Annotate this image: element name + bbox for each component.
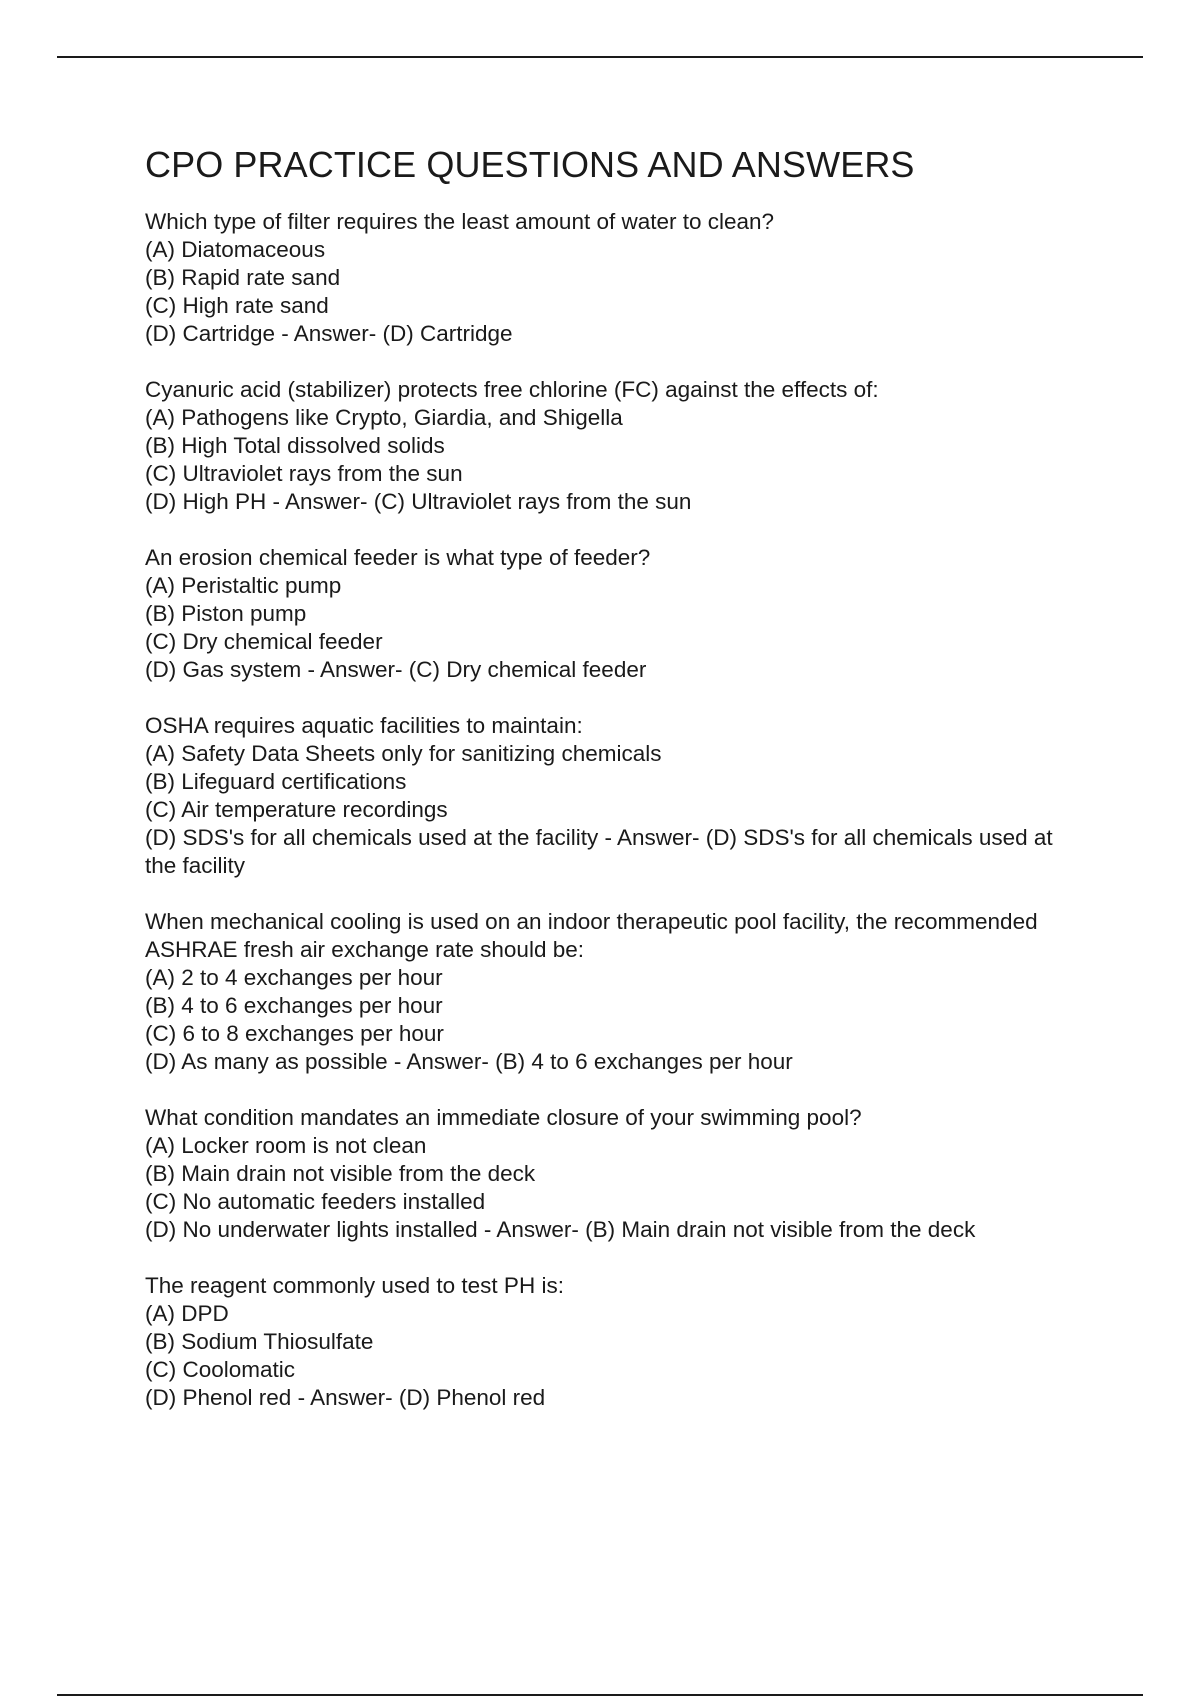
option-a: (A) DPD	[145, 1301, 229, 1326]
option-c: (C) Air temperature recordings	[145, 797, 448, 822]
question-block-4	[145, 712, 1065, 880]
option-c: (C) Coolomatic	[145, 1357, 296, 1382]
option-b: (B) Lifeguard certifications	[145, 769, 407, 794]
option-b: (B) Piston pump	[145, 601, 307, 626]
option-d-with-answer: (D) Phenol red - Answer- (D) Phenol red	[145, 1385, 546, 1410]
option-d-with-answer: (D) Gas system - Answer- (C) Dry chemical feeder	[145, 657, 647, 682]
top-rule	[57, 56, 1143, 58]
question-text: What condition mandates an immediate closure of your swimming pool?	[145, 1105, 862, 1130]
option-c: (C) High rate sand	[145, 293, 329, 318]
document-body	[145, 140, 1065, 1440]
option-c: (C) 6 to 8 exchanges per hour	[145, 1021, 444, 1046]
option-d-with-answer: (D) High PH - Answer- (C) Ultraviolet rays from the sun	[145, 489, 692, 514]
option-c: (C) No automatic feeders installed	[145, 1189, 486, 1214]
question-block-1	[145, 208, 1065, 348]
question-text: OSHA requires aquatic facilities to maintain:	[145, 713, 583, 738]
page-title: CPO PRACTICE QUESTIONS AND ANSWERS	[145, 144, 915, 185]
question-text: Cyanuric acid (stabilizer) protects free chlorine (FC) against the effects of:	[145, 377, 879, 402]
bottom-rule	[57, 1694, 1143, 1696]
option-a: (A) 2 to 4 exchanges per hour	[145, 965, 443, 990]
option-b: (B) High Total dissolved solids	[145, 433, 445, 458]
option-b: (B) Rapid rate sand	[145, 265, 341, 290]
option-c: (C) Dry chemical feeder	[145, 629, 383, 654]
question-text: Which type of filter requires the least amount of water to clean?	[145, 209, 775, 234]
question-block-5	[145, 908, 1065, 1076]
question-text: An erosion chemical feeder is what type of feeder?	[145, 545, 651, 570]
question-text: The reagent commonly used to test PH is:	[145, 1273, 564, 1298]
question-block-2	[145, 376, 1065, 516]
option-d-with-answer: (D) No underwater lights installed - Answer- (B) Main drain not visible from the deck	[145, 1217, 976, 1242]
option-a: (A) Safety Data Sheets only for sanitizing chemicals	[145, 741, 662, 766]
question-block-3	[145, 544, 1065, 684]
question-block-7	[145, 1272, 1065, 1412]
option-a: (A) Diatomaceous	[145, 237, 326, 262]
option-a: (A) Pathogens like Crypto, Giardia, and Shigella	[145, 405, 623, 430]
option-b: (B) Main drain not visible from the deck	[145, 1161, 536, 1186]
question-block-6	[145, 1104, 1065, 1244]
option-d-with-answer: (D) As many as possible - Answer- (B) 4 to 6 exchanges per hour	[145, 1049, 793, 1074]
option-a: (A) Peristaltic pump	[145, 573, 342, 598]
option-d-with-answer: (D) Cartridge - Answer- (D) Cartridge	[145, 321, 513, 346]
option-b: (B) 4 to 6 exchanges per hour	[145, 993, 443, 1018]
question-list	[145, 208, 1065, 1412]
option-b: (B) Sodium Thiosulfate	[145, 1329, 374, 1354]
option-a: (A) Locker room is not clean	[145, 1133, 427, 1158]
question-text: When mechanical cooling is used on an indoor therapeutic pool facility, the recommended ASHRAE fresh air exchange rate should be:	[145, 909, 1038, 962]
option-d-with-answer: (D) SDS's for all chemicals used at the facility - Answer- (D) SDS's for all chemicals used at the facility	[145, 825, 1053, 878]
option-c: (C) Ultraviolet rays from the sun	[145, 461, 463, 486]
